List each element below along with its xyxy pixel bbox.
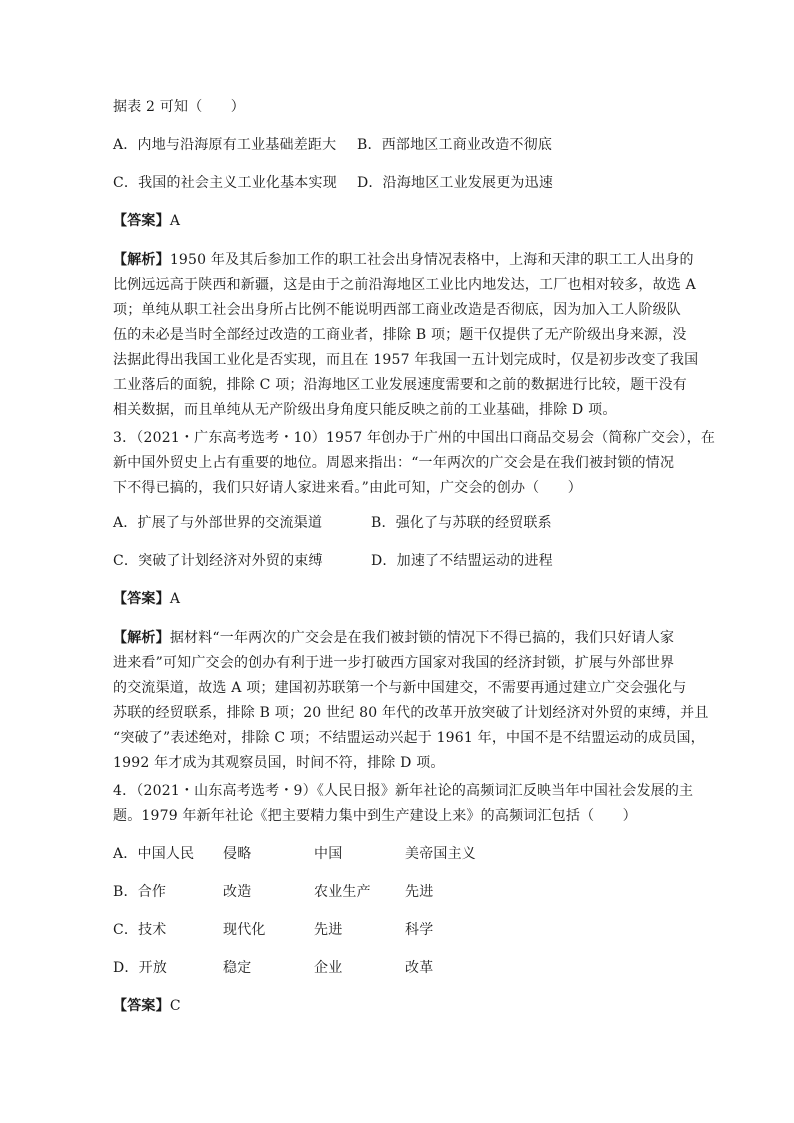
q3-options-row-2 <box>113 550 553 572</box>
analysis-line: 苏联的经贸联系，排除 B 项；20 世纪 80 年代的改革开放突破了计划经济对外贸的束缚，并且 <box>113 705 709 721</box>
analysis-line: 据材料“一年两次的广交会是在我们被封锁的情况下不得已搞的，我们只好请人家 <box>169 630 675 646</box>
answer-label: 【答案】 <box>113 591 170 607</box>
q4-option-cell: 稳定 <box>223 960 252 976</box>
q3-analysis <box>113 626 709 776</box>
q4-option-b[interactable] <box>113 881 525 903</box>
q2-option-d[interactable]: D．沿海地区工业发展更为迅速 <box>357 175 554 191</box>
q4-option-cell: C．技术 <box>113 922 167 938</box>
analysis-line: 1992 年才成为其观察员国，时间不符，排除 D 项。 <box>113 755 445 771</box>
analysis-line: 项；单纯从职工社会出身所占比例不能说明西部工商业改造是否彻底，因为加入工人阶级队 <box>113 302 681 318</box>
q4-option-cell: 企业 <box>314 960 343 976</box>
q2-analysis <box>113 248 699 423</box>
q4-option-cell: 现代化 <box>223 922 266 938</box>
q4-option-cell: 改革 <box>405 960 434 976</box>
q2-options-row-1 <box>113 134 552 156</box>
q4-option-cell: 改造 <box>223 884 252 900</box>
analysis-line: 相关数据，而且单纯从无产阶级出身角度只能反映之前的工业基础，排除 D 项。 <box>113 402 617 418</box>
q3-option-d[interactable]: D．加速了不结盟运动的进程 <box>371 553 553 569</box>
q3-answer <box>113 588 180 610</box>
analysis-line: 1950 年及其后参加工作的职工社会出身情况表格中，上海和天津的职工工人出身的 <box>169 252 694 268</box>
analysis-line: 法据此得出我国工业化是否实现，而且在 1957 年我国一五计划完成时，仅是初步改变了我国 <box>113 352 699 368</box>
analysis-label: 【解析】 <box>113 252 170 268</box>
q4-option-cell: 先进 <box>314 922 343 938</box>
analysis-line: 比例远远高于陕西和新疆，这是由于之前沿海地区工业比内地发达，工厂也相对较多，故选 A <box>113 277 696 293</box>
q2-option-a[interactable]: A．内地与沿海原有工业基础差距大 <box>113 137 337 153</box>
q4-option-cell: 科学 <box>405 922 434 938</box>
q4-option-cell: A．中国人民 <box>113 846 195 862</box>
q4-option-c[interactable] <box>113 919 525 941</box>
q4-option-cell: 农业生产 <box>314 884 371 900</box>
answer-value: A <box>169 591 181 607</box>
analysis-line: 进来看”可知广交会的创办有利于进一步打破西方国家对我国的经济封锁，扩展与外部世界 <box>113 655 675 671</box>
q4-answer <box>113 995 181 1017</box>
q3-stem-line: 3．（2021・广东高考选考・10）1957 年创办于广州的中国出口商品交易会（简称广交会），在 <box>113 430 716 446</box>
q2-stem: 据表 2 可知（ ） <box>113 99 246 115</box>
analysis-label: 【解析】 <box>113 630 170 646</box>
q3-stem-line: 下不得已搞的，我们只好请人家进来看。”由此可知，广交会的创办（ ） <box>113 480 582 496</box>
q2-answer <box>113 210 180 232</box>
q3-stem <box>113 426 716 501</box>
q2-option-b[interactable]: B．西部地区工商业改造不彻底 <box>357 137 553 153</box>
q4-option-a[interactable] <box>113 843 525 865</box>
q2-options-row-2 <box>113 172 553 194</box>
q3-options-row-1 <box>113 512 552 534</box>
q4-option-cell: 美帝国主义 <box>405 846 476 862</box>
answer-label: 【答案】 <box>113 213 170 229</box>
q4-option-d[interactable] <box>113 957 525 979</box>
q3-option-c[interactable]: C．突破了计划经济对外贸的束缚 <box>113 553 323 569</box>
q4-option-cell: 中国 <box>314 846 343 862</box>
analysis-line: “突破了”表述绝对，排除 C 项；不结盟运动兴起于 1961 年，中国不是不结盟运动的成员国， <box>113 730 705 746</box>
q4-option-cell: D．开放 <box>113 960 168 976</box>
q4-option-cell: 先进 <box>405 884 434 900</box>
answer-value: A <box>169 213 181 229</box>
q4-option-cell: 侵略 <box>223 846 252 862</box>
q2-option-c[interactable]: C．我国的社会主义工业化基本实现 <box>113 175 337 191</box>
answer-value: C <box>169 998 181 1014</box>
q4-stem-line: 题。1979 年新年社论《把主要精力集中到生产建设上来》的高频词汇包括（ ） <box>113 808 637 824</box>
analysis-line: 的交流渠道，故选 A 项；建国初苏联第一个与新中国建交，不需要再通过建立广交会强化与 <box>113 680 687 696</box>
q3-stem-line: 新中国外贸史上占有重要的地位。周恩来指出：“一年两次的广交会是在我们被封锁的情况 <box>113 455 675 471</box>
q4-option-cell: B．合作 <box>113 884 167 900</box>
q4-stem <box>113 779 694 829</box>
q4-stem-line: 4．（2021・山东高考选考・9）《人民日报》新年社论的高频词汇反映当年中国社会发展的主 <box>113 783 694 799</box>
q3-option-a[interactable]: A．扩展了与外部世界的交流渠道 <box>113 515 323 531</box>
analysis-line: 工业落后的面貌，排除 C 项；沿海地区工业发展速度需要和之前的数据进行比较，题干没有 <box>113 377 688 393</box>
analysis-line: 伍的未必是当时全部经过改造的工商业者，排除 B 项；题干仅提供了无产阶级出身来源，没 <box>113 327 687 343</box>
q3-option-b[interactable]: B．强化了与苏联的经贸联系 <box>371 515 552 531</box>
answer-label: 【答案】 <box>113 998 170 1014</box>
